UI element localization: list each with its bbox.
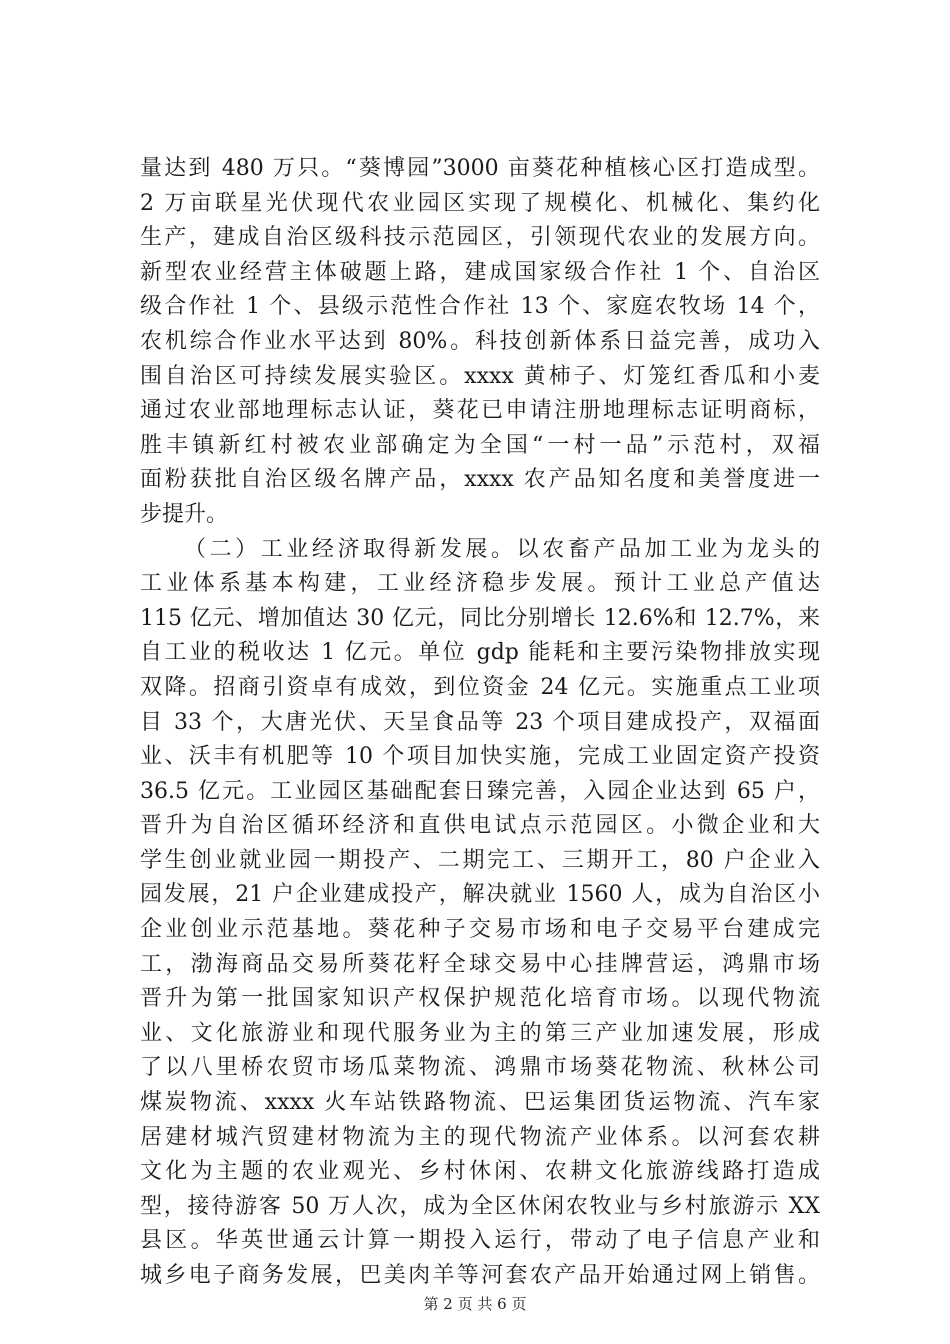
paragraph-industry [140,533,820,1294]
text-line: 文化为主题的农业观光、乡村休闲、农耕文化旅游线路打造成 [140,1159,820,1185]
text-line: 县区。华英世通云计算一期投入运行，带动了电子信息产业和 [140,1228,820,1254]
text-line: 晋升为自治区循环经济和直供电试点示范园区。小微企业和大 [140,813,820,839]
text-line: 自工业的税收达 1 亿元。单位 gdp 能耗和主要污染物排放实现 [140,640,820,666]
page-number-footer: 第 2 页 共 6 页 [423,1295,527,1313]
text-line: 胜丰镇新红村被农业部确定为全国“一村一品”示范村，双福 [140,432,820,458]
text-line: 煤炭物流、xxxx 火车站铁路物流、巴运集团货运物流、汽车家 [140,1090,820,1116]
text-line: 生产，建成自治区级科技示范园区，引领现代农业的发展方向。 [140,225,820,251]
text-line: 级合作社 1 个、县级示范性合作社 13 个、家庭农牧场 14 个， [140,294,820,320]
text-line: 了以八里桥农贸市场瓜菜物流、鸿鼎市场葵花物流、秋林公司 [140,1055,820,1081]
text-line: 居建材城汽贸建材物流为主的现代物流产业体系。以河套农耕 [140,1124,820,1150]
text-line: 目 33 个，大唐光伏、天呈食品等 23 个项目建成投产，双福面 [140,709,820,735]
text-line: 型，接待游客 50 万人次，成为全区休闲农牧业与乡村旅游示 XX [140,1193,820,1219]
text-line: 园发展，21 户企业建成投产，解决就业 1560 人，成为自治区小 [140,882,820,908]
paragraph-agriculture [140,152,820,533]
text-line: 业、沃丰有机肥等 10 个项目加快实施，完成工业固定资产投资 [140,744,820,770]
section-heading-line: （二）工业经济取得新发展。以农畜产品加工业为龙头的 [184,536,820,562]
text-line: 2 万亩联星光伏现代农业园区实现了规模化、机械化、集约化 [140,190,820,216]
text-line: 双降。招商引资卓有成效，到位资金 24 亿元。实施重点工业项 [140,674,820,700]
text-line: 农机综合作业水平达到 80%。科技创新体系日益完善，成功入 [140,328,820,354]
text-line: 工，渤海商品交易所葵花籽全球交易中心挂牌营运，鸿鼎市场 [140,951,820,977]
text-line: 115 亿元、增加值达 30 亿元，同比分别增长 12.6%和 12.7%，来 [140,605,820,631]
text-line: 业、文化旅游业和现代服务业为主的第三产业加速发展，形成 [140,1020,820,1046]
text-line: 面粉获批自治区级名牌产品，xxxx 农产品知名度和美誉度进一 [140,467,820,493]
text-line: 企业创业示范基地。葵花种子交易市场和电子交易平台建成完 [140,917,820,943]
text-line: 晋升为第一批国家知识产权保护规范化培育市场。以现代物流 [140,986,820,1012]
text-line: 工业体系基本构建，工业经济稳步发展。预计工业总产值达 [140,571,820,597]
text-line: 新型农业经营主体破题上路，建成国家级合作社 1 个、自治区 [140,259,820,285]
document-body [140,152,820,1294]
text-line: 围自治区可持续发展实验区。xxxx 黄柿子、灯笼红香瓜和小麦 [140,363,820,389]
text-line: 量达到 480 万只。“葵博园”3000 亩葵花种植核心区打造成型。 [140,156,820,181]
text-line: 步提升。 [140,501,229,527]
text-line: 36.5 亿元。工业园区基础配套日臻完善，入园企业达到 65 户， [140,778,820,804]
text-line: 城乡电子商务发展，巴美肉羊等河套农产品开始通过网上销售。 [140,1263,820,1288]
text-line: 学生创业就业园一期投产、二期完工、三期开工，80 户企业入 [140,847,820,873]
text-line: 通过农业部地理标志认证，葵花已申请注册地理标志证明商标， [140,398,820,424]
